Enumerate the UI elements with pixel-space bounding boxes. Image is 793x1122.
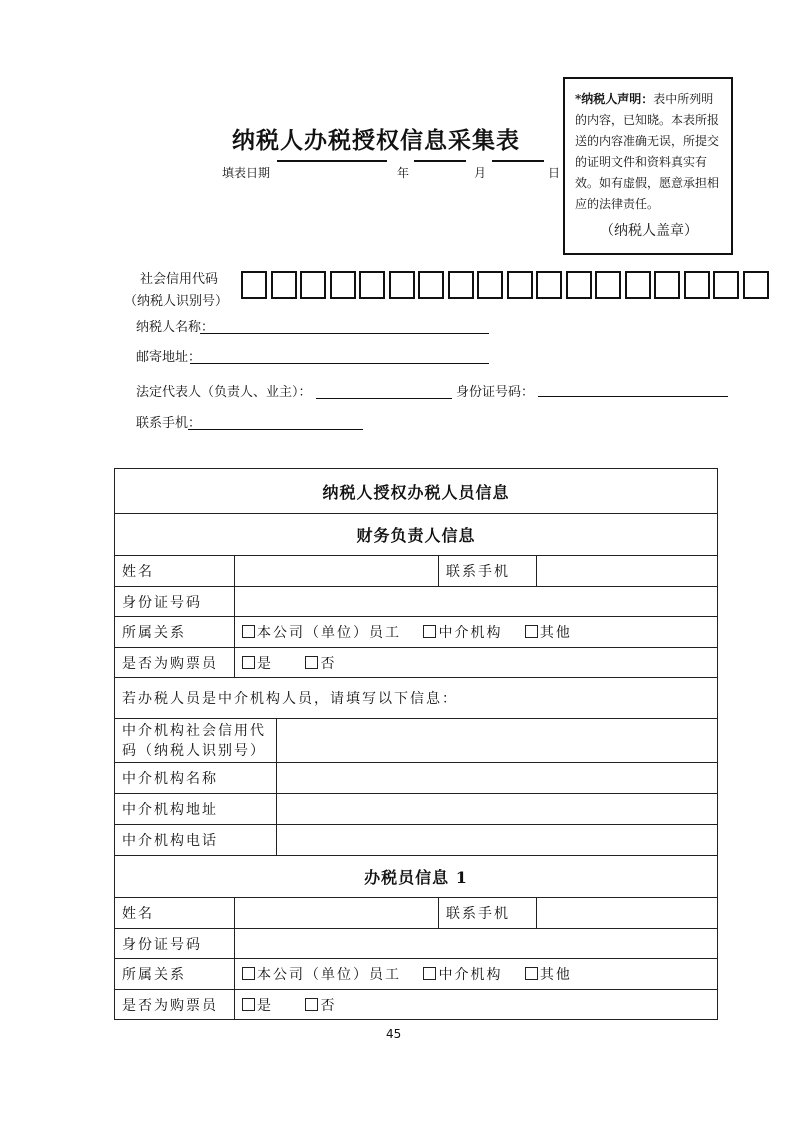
credit-code-digit-box[interactable] [477, 271, 503, 299]
credit-code-digit-box[interactable] [241, 271, 267, 299]
intermediary-note: 若办税人员是中介机构人员，请填写以下信息： [115, 678, 718, 719]
credit-code-digit-box[interactable] [625, 271, 651, 299]
contact-mobile-label: 联系手机： [136, 416, 202, 431]
credit-code-digit-box[interactable] [507, 271, 533, 299]
credit-code-digit-box[interactable] [595, 271, 621, 299]
finance-id-label: 身份证号码 [115, 587, 235, 617]
checkbox-icon[interactable] [242, 625, 255, 638]
credit-code-boxes [241, 271, 769, 299]
finance-buyer-options [235, 648, 718, 678]
relation-option-intermediary[interactable]: 中介机构 [423, 967, 502, 983]
mailing-address-label: 邮寄地址： [136, 350, 202, 365]
buyer-option-no[interactable]: 否 [305, 656, 336, 672]
agent-buyer-label: 是否为购票员 [115, 990, 235, 1020]
credit-code-digit-box[interactable] [418, 271, 444, 299]
intermediary-phone-input[interactable] [277, 825, 718, 856]
checkbox-icon[interactable] [423, 625, 436, 638]
credit-code-digit-box[interactable] [448, 271, 474, 299]
agent-mobile-label: 联系手机 [439, 898, 537, 929]
finance-mobile-label: 联系手机 [439, 556, 537, 587]
intermediary-address-label: 中介机构地址 [115, 794, 277, 825]
buyer-option-no[interactable]: 否 [305, 998, 336, 1014]
page-number: 45 [386, 1027, 402, 1041]
checkbox-icon[interactable] [305, 998, 318, 1011]
legal-rep-label: 法定代表人（负责人、业主）： [136, 385, 312, 400]
mailing-address-field[interactable] [190, 363, 489, 364]
relation-option-employee[interactable]: 本公司（单位）员工 [242, 625, 401, 641]
fill-date-label: 填表日期 [222, 166, 271, 180]
credit-code-digit-box[interactable] [271, 271, 297, 299]
agent-relation-label: 所属关系 [115, 959, 235, 990]
relation-option-employee[interactable]: 本公司（单位）员工 [242, 967, 401, 983]
credit-code-digit-box[interactable] [330, 271, 356, 299]
checkbox-icon[interactable] [525, 967, 538, 980]
day-field[interactable] [492, 160, 544, 162]
checkbox-icon[interactable] [305, 656, 318, 669]
relation-option-other[interactable]: 其他 [525, 967, 572, 983]
checkbox-icon[interactable] [242, 967, 255, 980]
intermediary-phone-label: 中介机构电话 [115, 825, 277, 856]
intermediary-code-input[interactable] [277, 719, 718, 763]
form-title: 纳税人办税授权信息采集表 [232, 127, 520, 154]
credit-code-digit-box[interactable] [743, 271, 769, 299]
checkbox-icon[interactable] [423, 967, 436, 980]
taxpayer-declaration-box [563, 77, 733, 255]
taxagent-section-title: 办税员信息 1 [115, 856, 718, 898]
credit-code-digit-box[interactable] [713, 271, 739, 299]
relation-option-intermediary[interactable]: 中介机构 [423, 625, 502, 641]
credit-code-digit-box[interactable] [359, 271, 385, 299]
declaration-body: 表中所列明的内容，已知晓。本表所报送的内容准确无误，所提交的证明文件和资料真实有效。如有虚假，愿意承担相应的法律责任。 [575, 92, 720, 211]
finance-section-title: 财务负责人信息 [115, 514, 718, 556]
taxpayer-id-label: （纳税人识别号） [124, 294, 229, 309]
agent-mobile-input[interactable] [537, 898, 718, 929]
finance-mobile-input[interactable] [537, 556, 718, 587]
credit-code-digit-box[interactable] [536, 271, 562, 299]
relation-option-other[interactable]: 其他 [525, 625, 572, 641]
id-number-label: 身份证号码： [456, 385, 535, 400]
year-label: 年 [397, 166, 410, 180]
credit-code-digit-box[interactable] [300, 271, 326, 299]
checkbox-icon[interactable] [242, 656, 255, 669]
buyer-option-yes[interactable]: 是 [242, 656, 273, 672]
month-field[interactable] [414, 160, 466, 162]
intermediary-address-input[interactable] [277, 794, 718, 825]
agent-name-label: 姓名 [115, 898, 235, 929]
agent-id-input[interactable] [235, 929, 718, 959]
day-label: 日 [548, 166, 561, 180]
id-number-field[interactable] [538, 396, 728, 397]
taxpayer-seal-label: （纳税人盖章） [600, 223, 698, 239]
declaration-heading: *纳税人声明： [575, 92, 654, 106]
agent-relation-options [235, 959, 718, 990]
finance-buyer-label: 是否为购票员 [115, 648, 235, 678]
year-field[interactable] [277, 160, 387, 162]
credit-code-digit-box[interactable] [389, 271, 415, 299]
intermediary-name-input[interactable] [277, 763, 718, 794]
credit-code-digit-box[interactable] [566, 271, 592, 299]
finance-id-input[interactable] [235, 587, 718, 617]
agent-buyer-options [235, 990, 718, 1020]
buyer-option-yes[interactable]: 是 [242, 998, 273, 1014]
table-main-title: 纳税人授权办税人员信息 [115, 469, 718, 514]
finance-relation-label: 所属关系 [115, 617, 235, 648]
intermediary-code-label: 中介机构社会信用代码（纳税人识别号） [115, 719, 277, 763]
taxpayer-name-field[interactable] [200, 333, 489, 334]
checkbox-icon[interactable] [525, 625, 538, 638]
month-label: 月 [474, 166, 487, 180]
contact-mobile-field[interactable] [188, 429, 363, 430]
finance-relation-options [235, 617, 718, 648]
credit-code-digit-box[interactable] [684, 271, 710, 299]
credit-code-digit-box[interactable] [654, 271, 680, 299]
agent-id-label: 身份证号码 [115, 929, 235, 959]
finance-name-label: 姓名 [115, 556, 235, 587]
taxpayer-name-label: 纳税人名称： [136, 320, 215, 335]
agent-name-input[interactable] [235, 898, 439, 929]
finance-name-input[interactable] [235, 556, 439, 587]
legal-rep-field[interactable] [316, 398, 452, 399]
intermediary-name-label: 中介机构名称 [115, 763, 277, 794]
authorized-agent-table [114, 468, 718, 1020]
fill-date-row [222, 156, 562, 180]
credit-code-label: 社会信用代码 [140, 272, 219, 287]
checkbox-icon[interactable] [242, 998, 255, 1011]
